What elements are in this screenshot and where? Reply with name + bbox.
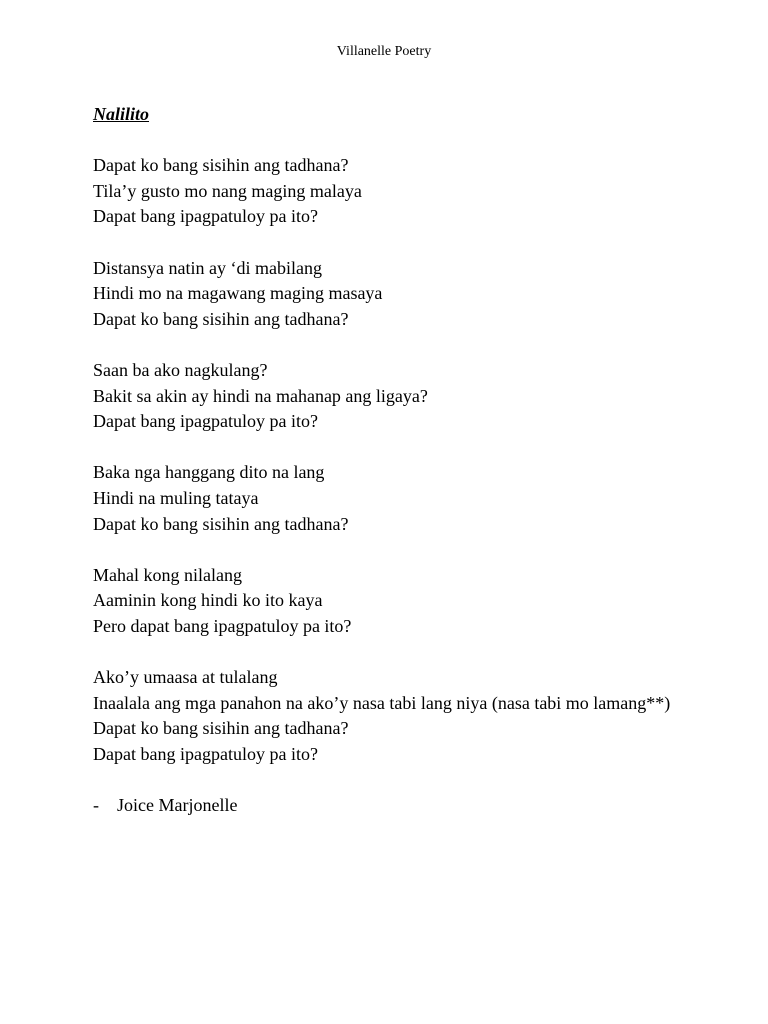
poem-line: Bakit sa akin ay hindi na mahanap ang ligaya? <box>93 385 428 406</box>
poem-line: Mahal kong nilalang <box>93 564 242 585</box>
poem-line: Dapat ko bang sisihin ang tadhana? <box>93 308 349 329</box>
poem-line: Hindi na muling tataya <box>93 487 259 508</box>
poem-title: Nalilito <box>93 104 150 124</box>
poem-line: Dapat bang ipagpatuloy pa ito? <box>93 206 318 227</box>
poem-line: Dapat ko bang sisihin ang tadhana? <box>93 155 349 176</box>
stanza-4 <box>93 460 683 537</box>
poem-line: Tila’y gusto mo nang maging malaya <box>93 180 362 201</box>
poem-line: Dapat ko bang sisihin ang tadhana? <box>93 718 349 739</box>
poem-line: Dapat bang ipagpatuloy pa ito? <box>93 411 318 432</box>
poem-line: Aaminin kong hindi ko ito kaya <box>93 590 323 611</box>
stanza-5 <box>93 563 683 640</box>
stanza-3 <box>93 358 683 435</box>
poem-signature <box>93 793 683 819</box>
poem-line: Dapat bang ipagpatuloy pa ito? <box>93 743 318 764</box>
poem-line: Ako’y umaasa at tulalang <box>93 667 278 688</box>
signature-dash: - <box>93 795 99 816</box>
stanza-1 <box>93 153 683 230</box>
poem-line: Dapat ko bang sisihin ang tadhana? <box>93 513 349 534</box>
poem-body <box>93 102 683 819</box>
poem-line: Baka nga hanggang dito na lang <box>93 462 325 483</box>
poem-line: Saan ba ako nagkulang? <box>93 359 268 380</box>
author-name: Joice Marjonelle <box>117 795 238 816</box>
stanza-2 <box>93 256 683 333</box>
poem-line: Hindi mo na magawang maging masaya <box>93 283 383 304</box>
poem-line: Distansya natin ay ‘di mabilang <box>93 257 322 278</box>
poem-line: Inaalala ang mga panahon na ako’y nasa tabi lang niya (nasa tabi mo lamang**) <box>93 692 671 713</box>
page-header: Villanelle Poetry <box>336 44 432 59</box>
poem-line: Pero dapat bang ipagpatuloy pa ito? <box>93 615 352 636</box>
stanza-6 <box>93 665 683 767</box>
